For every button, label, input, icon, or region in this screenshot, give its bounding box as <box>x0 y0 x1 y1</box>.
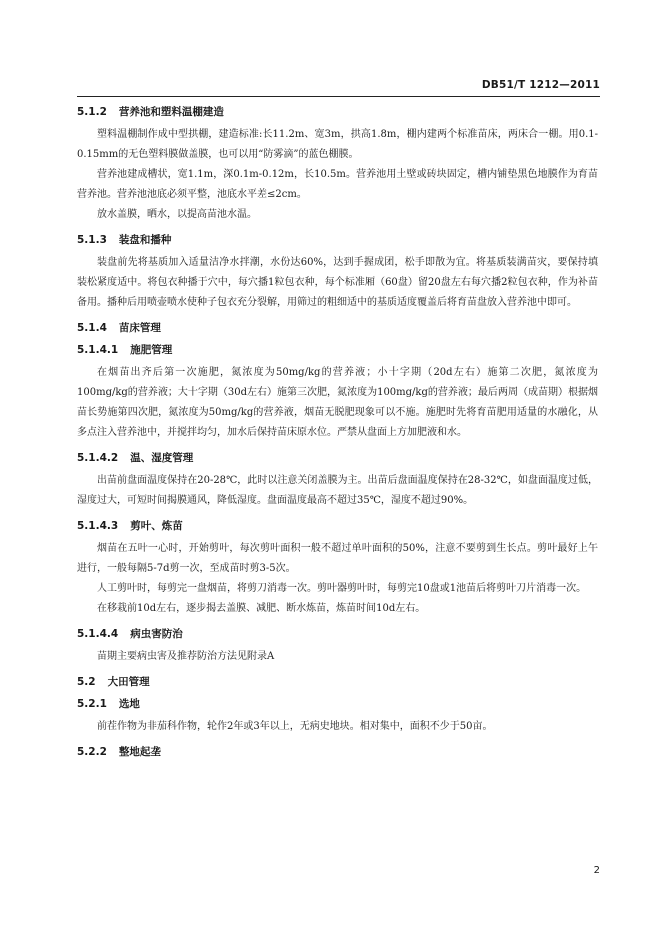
section-heading-5-2: 5.2 大田管理 <box>77 676 150 688</box>
section-heading-5-1-4-2: 5.1.4.2 温、湿度管理 <box>77 452 194 464</box>
paragraph: 前茬作物为非茄科作物，轮作2年或3年以上，无病史地块。相对集中，面积不少于50亩。 <box>97 721 493 732</box>
section-heading-5-1-4: 5.1.4 苗床管理 <box>77 322 161 334</box>
paragraph: 烟苗在五叶一心时，开始剪叶，每次剪叶面积一般不超过单叶面积的50%，注意不要剪到生长点。剪叶最好上午进行，一般每隔5-7d剪一次，至成苗时剪3-5次。 <box>77 543 598 574</box>
paragraph: 放水盖膜，晒水，以提高苗池水温。 <box>97 209 257 220</box>
section-heading-5-1-4-1: 5.1.4.1 施肥管理 <box>77 344 173 356</box>
document-body <box>77 104 598 759</box>
page-number: 2 <box>593 865 600 876</box>
standard-code: DB51/T 1212—2011 <box>481 79 600 91</box>
section-heading-5-1-4-3: 5.1.4.3 剪叶、炼苗 <box>77 520 183 532</box>
paragraph: 在移栽前10d左右，逐步揭去盖膜、减肥、断水炼苗，炼苗时间10d左右。 <box>97 603 426 614</box>
section-heading-5-1-4-4: 5.1.4.4 病虫害防治 <box>77 628 183 640</box>
paragraph: 装盘前先将基质加入适量洁净水拌潮，水份达60%，达到手握成团，松手即散为宜。将基质装满苗灾，要保持填装松紧度适中。将包衣种播于穴中，每穴播1粒包衣种，每个标准厢（60盘）留20盘左右每穴播2粒包衣种，作为补苗备用。播种后用喷壶喷水使种子包衣充分裂解，用筛过的粗细适中的基质适度覆盖后将育苗盘放入营养池中即可。 <box>77 257 598 308</box>
section-heading-5-1-2: 5.1.2 营养池和塑料温棚建造 <box>77 106 224 118</box>
paragraph: 塑料温棚制作成中型拱棚，建造标准:长11.2m、宽3m，拱高1.8m，棚内建两个标准苗床，两床合一棚。用0.1-0.15mm的无色塑料膜做盖膜，也可以用“防雾滴”的蓝色棚膜。 <box>77 129 598 160</box>
paragraph: 出苗前盘面温度保持在20-28℃，此时以注意关闭盖膜为主。出苗后盘面温度保持在28-32℃，如盘面温度过低，湿度过大，可短时间揭膜通风，降低湿度。盘面温度最高不超过35℃，湿度不超过90%。 <box>77 475 598 506</box>
paragraph: 营养池建成槽状，宽1.1m，深0.1m-0.12m，长10.5m。营养池用土壁或砖块固定，槽内铺垫黑色地膜作为育苗营养池。营养池池底必须平整，池底水平差≤2cm。 <box>77 169 598 200</box>
section-heading-5-1-3: 5.1.3 装盘和播种 <box>77 234 172 246</box>
section-heading-5-2-2: 5.2.2 整地起垄 <box>77 746 161 758</box>
paragraph: 在烟苗出齐后第一次施肥，氮浓度为50mg/kg的营养液；小十字期（20d左右）施第二次肥，氮浓度为100mg/kg的营养液；大十字期（30d左右）施第三次肥，氮浓度为100mg/kg的营养液；最后两周（成苗期）根据烟苗长势施第四次肥，氮浓度为50mg/kg的营养液，烟苗无脱肥现象可以不施。施肥时先将育苗肥用适量的水融化，从多点注入营养池中，并搅拌均匀，加水后保持苗床原水位。严禁从盘面上方加肥液和水。 <box>77 367 598 438</box>
header-rule <box>77 96 600 97</box>
section-heading-5-2-1: 5.2.1 选地 <box>77 698 140 710</box>
paragraph: 苗期主要病虫害及推荐防治方法见附录A <box>97 651 275 662</box>
paragraph: 人工剪叶时，每剪完一盘烟苗，将剪刀消毒一次。剪叶器剪叶时，每剪完10盘或1池苗后将剪叶刀片消毒一次。 <box>97 583 587 594</box>
